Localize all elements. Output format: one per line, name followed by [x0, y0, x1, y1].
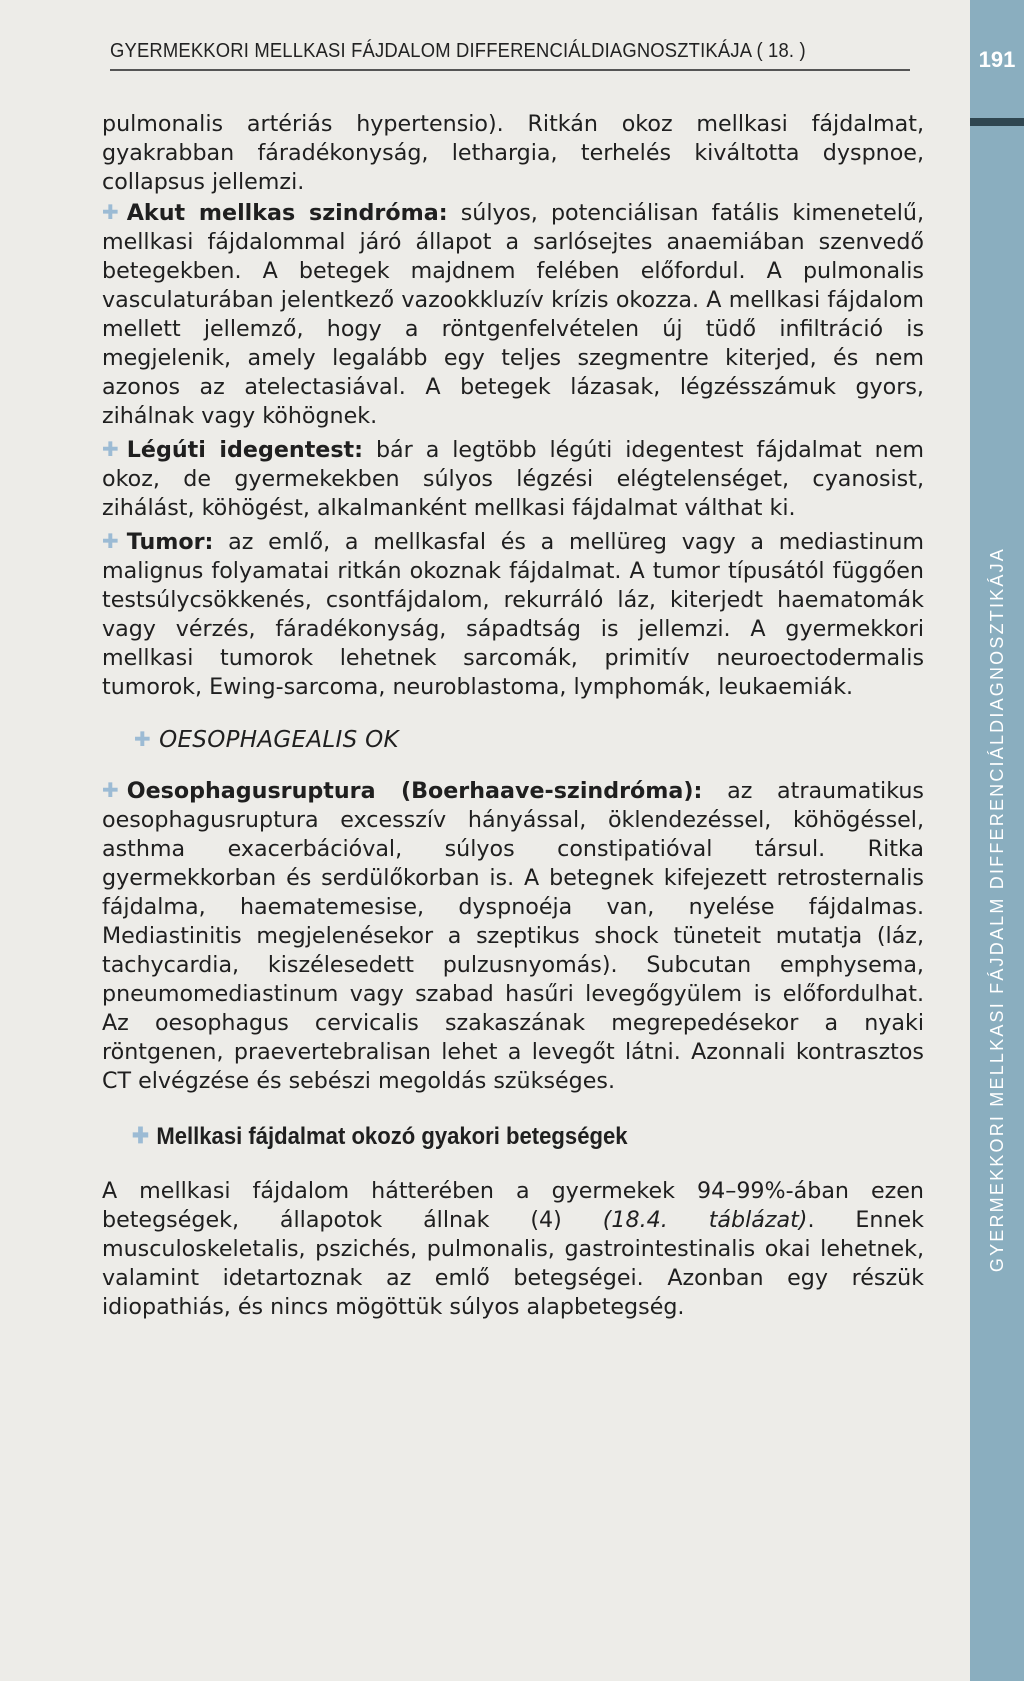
cross-bullet-icon: ✚: [102, 437, 119, 461]
cross-bullet-icon: ✚: [102, 778, 119, 802]
item-term: Akut mellkas szindróma:: [126, 200, 448, 226]
item-paragraph: [102, 777, 924, 1096]
table-reference: (18.4. táblázat): [602, 1207, 808, 1233]
section-heading: [134, 726, 924, 755]
subsection-heading: [132, 1122, 861, 1151]
cross-bullet-icon: ✚: [132, 1123, 149, 1148]
item-text: az emlő, a mellkasfal és a mellüreg vagy a mediastinum malignus folyamatai ritkán okoznak fájdalmat. A tumor típusától függően testsúlycsökkenés, csontfájdalom, rekurráló láz, kiterjedt haematomák vagy vérzés, fáradékonyság, sápadtság is jellemzi. A gyermekkori mellkasi tumorok lehetnek sarcomák, primitív neuroectodermalis tumorok, Ewing-sarcoma, neuroblastoma, lymphomák, leukaemiák.: [102, 529, 924, 700]
running-header: [110, 40, 910, 71]
item-text: súlyos, potenciálisan fatális kimenetelű, mellkasi fájdalommal járó állapot a sarlósejtes anaemiában szenvedő betegekben. A betegek majdnem felében előfordul. A pulmonalis vasculaturában jelentkező vazookkluzív krízis okozza. A mellkasi fájdalom mellett jellemző, hogy a röntgenfelvételen új tüdő infiltráció is megjelenik, amely legalább egy teljes szegmentre kiterjed, és nem azonos az atelectasiával. A betegek lázasak, légzésszámuk gyors, zihálnak vagy köhögnek.: [102, 200, 924, 429]
final-text-after: . Ennek musculoskeletalis, pszichés, pulmonalis, gastrointestinalis okai lehetnek, valamint idetartoznak az emlő betegségei. Azonban egy részük idiopathiás, és nincs mögöttük súlyos alapbetegség.: [102, 1207, 925, 1320]
cross-bullet-icon: ✚: [102, 200, 119, 224]
sidebar-vertical-title: [974, 470, 1020, 1350]
sidebar-divider: [970, 118, 1024, 126]
item-term: Tumor:: [126, 529, 214, 555]
item-term: Légúti idegentest:: [126, 437, 364, 463]
item-term: Oesophagusruptura (Boerhaave-szindróma):: [126, 778, 703, 804]
item-paragraph: [102, 199, 924, 431]
sidebar-vertical-text: GYERMEKKORI MELLKASI FÁJDALM DIFFERENCIÁLDIAGNOSZTIKÁJA: [986, 547, 1007, 1273]
page-body: [102, 110, 924, 1322]
page-number: 191: [978, 47, 1016, 72]
item-paragraph: [102, 528, 924, 702]
item-text: bár a legtöbb légúti idegentest fájdalmat nem okoz, de gyermekekben súlyos légzési elégtelenséget, cyanosist, zihálást, köhögést, alkalmanként mellkasi fájdalmat válthat ki.: [102, 437, 925, 521]
item-text: az atraumatikus oesophagusruptura excesszív hányással, öklendezéssel, köhögéssel, asthma exacerbációval, súlyos constipatióval társul. Ritka gyermekkorban és serdülőkorban is. A betegnek kifejezett retrosternalis fájdalma, haematemesise, dyspnoéja van, nyelése fájdalmas. Mediastinitis megjelenésekor a szeptikus shock tüneteit mutatja (láz, tachycardia, kiszélesedett pulzusnyomás). Subcutan emphysema, pneumomediastinum vagy szabad hasűri levegőgyülem is előfordulhat. Az oesophagus cervicalis szakaszának megrepedésekor a nyaki röntgenen, praevertebralisan lehet a levegőt látni. Azonnali kontrasztos CT elvégzése és sebészi megoldás szükséges.: [102, 778, 924, 1094]
section-heading-text: OESOPHAGEALIS OK: [159, 727, 399, 753]
cross-bullet-icon: ✚: [134, 727, 152, 751]
cross-bullet-icon: ✚: [102, 529, 119, 553]
final-text-before: A mellkasi fájdalom hátterében a gyermekek 94–99%-ában ezen betegségek, állapotok állnak (4): [102, 1178, 924, 1233]
subsection-heading-text: Mellkasi fájdalmat okozó gyakori betegségek: [156, 1123, 628, 1150]
header-title: GYERMEKKORI MELLKASI FÁJDALOM DIFFERENCIÁLDIAGNOSZTIKÁJA ( 18. ): [110, 40, 806, 62]
intro-paragraph: pulmonalis artériás hypertensio). Ritkán okoz mellkasi fájdalmat, gyakrabban fáradékonyság, lethargia, terhelés kiváltotta dyspnoe, collapsus jellemzi.: [102, 111, 924, 195]
item-paragraph: [102, 436, 924, 523]
final-paragraph: [102, 1177, 924, 1322]
